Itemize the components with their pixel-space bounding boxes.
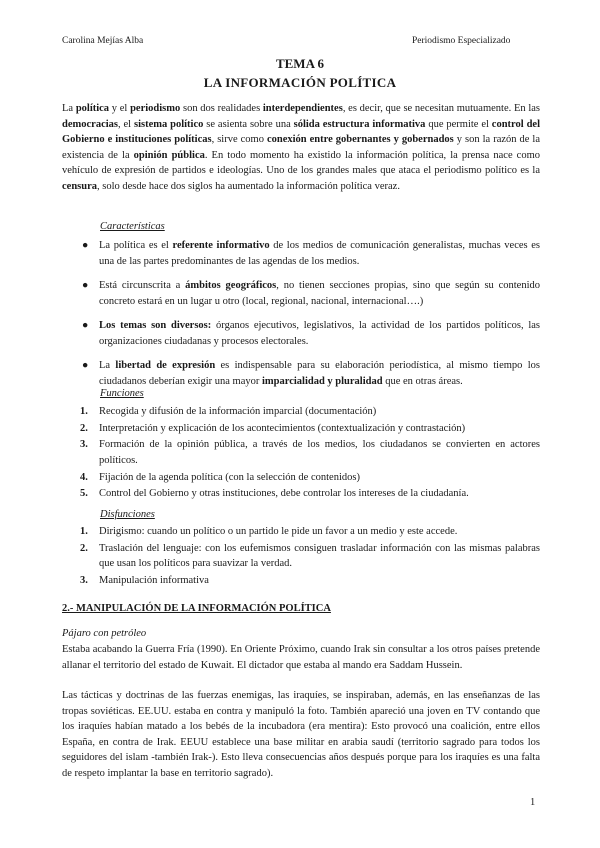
funciones-heading: Funciones xyxy=(100,388,144,399)
body-paragraph: Las tácticas y doctrinas de las fuerzas enemigas, las iraquíes, se inspiraban, además, en las enseñanzas de las tropas soviéticas. EE.UU. estaba en contra y manipuló la foto. También apareció una joven en TV contando que los iraquíes habían matado a los bebés de la incubadora (era mentira): Esto provocó una coalición, entre ellos España, en contra de Irak. EEUU establece una base militar en arabia saudí (territorio sagrado para todos los seguidores del islam -también Irak-). Esto lleva consecuencias años después porque para los iraquíes es una falta de respeto implantar la base en territorio sagrado). xyxy=(62,690,540,779)
list-item: 1. Dirigismo: cuando un político o un partido le pide un favor a un medio y este accede. xyxy=(80,526,458,537)
subsection-heading: Pájaro con petróleo xyxy=(62,628,147,639)
section-heading: 2.- MANIPULACIÓN DE LA INFORMACIÓN POLÍTICA xyxy=(62,603,331,614)
body-paragraph: Estaba acabando la Guerra Fría (1990). En Oriente Próximo, cuando Irak sin consultar a los otros países pretende allanar el territorio del estado de Kuwait. El dictador que estaba al mando era Saddam Hussein. xyxy=(62,644,540,671)
disfunciones-list xyxy=(62,524,540,590)
intro-paragraph: La política y el periodismo son dos realidades interdependientes, es decir, que se necesitan mutuamente. En las democracias, el sistema político se asienta sobre una sólida estructura informativa que permite el control del Gobierno e instituciones políticas, sirve como conexión entre gobernantes y gobernados y son la razón de la existencia de la opinión pública. En todo momento ha existido la información política, la prensa nace como vehículo de expresión de partidos e ideologías. Uno de los grandes males que ataca el periodismo político es la censura, solo desde hace dos siglos ha aumentado la información política veraz. xyxy=(62,103,541,192)
bullet-icon: ● xyxy=(82,320,89,331)
list-item: 3. Formación de la opinión pública, a través de los medios, los ciudadanos se convierten en actores políticos. xyxy=(80,439,540,466)
topic-number: TEMA 6 xyxy=(275,56,325,71)
bullet-icon: ● xyxy=(82,240,89,251)
list-item: ● La política es el referente informativo de los medios de comunicación generalistas, muchas veces es una de las partes predominantes de las agendas de los medios. xyxy=(82,240,541,267)
list-item: 4. Fijación de la agenda política (con la selección de contenidos) xyxy=(80,471,360,483)
bullet-icon: ● xyxy=(82,280,89,291)
page-number: 1 xyxy=(530,797,536,808)
bullet-icon: ● xyxy=(82,360,89,371)
funciones-list xyxy=(62,404,540,503)
header-author: Carolina Mejías Alba xyxy=(62,36,144,46)
caracteristicas-list xyxy=(62,238,540,398)
list-item: 2. Traslación del lenguaje: con los eufemismos consiguen trasladar información con las mismas palabras que usan los políticos para suavizar la verdad. xyxy=(80,542,540,570)
list-item: 3. Manipulación informativa xyxy=(80,574,209,586)
list-item: 2. Interpretación y explicación de los acontecimientos (contextualización y contrastación) xyxy=(80,422,466,434)
caracteristicas-heading: Características xyxy=(100,221,165,232)
list-item: ● Los temas son diversos: órganos ejecutivos, legislativos, la actividad de los partidos políticos, las organizaciones ciudadanas y procesos electorales. xyxy=(82,320,540,347)
list-item: ● La libertad de expresión es indispensable para su elaboración periodística, al mismo tiempo los ciudadanos deberían exigir una mayor imparcialidad y pluralidad que en otras áreas. xyxy=(82,360,541,387)
list-item: ● Está circunscrita a ámbitos geográficos, no tienen secciones propias, sino que según su contenido concreto estará en un lugar u otro (local, regional, nacional, internacional….) xyxy=(82,280,540,307)
list-item: 1. Recogida y difusión de la información imparcial (documentación) xyxy=(80,406,377,417)
page-title: LA INFORMACIÓN POLÍTICA xyxy=(203,75,397,90)
header-course: Periodismo Especializado xyxy=(412,36,511,46)
list-item: 5. Control del Gobierno y otras instituciones, debe controlar los intereses de la ciudadanía. xyxy=(80,488,469,500)
disfunciones-heading: Disfunciones xyxy=(100,509,155,520)
